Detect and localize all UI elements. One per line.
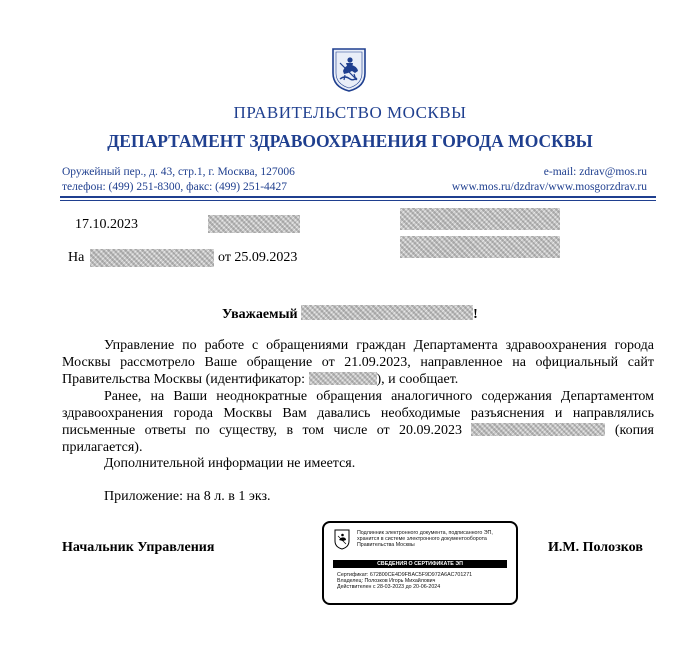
stamp-notice bbox=[357, 530, 515, 549]
stamp-certificate-serial: Сертификат: 672800CE4D9FBAC5F9D972A6AC701271 bbox=[337, 572, 473, 578]
signatory-position: Начальник Управления bbox=[62, 540, 215, 555]
paragraph-1-end: ), и сообщает. bbox=[376, 372, 459, 387]
redacted-identifier bbox=[309, 372, 377, 385]
redacted-previous-response-number bbox=[471, 423, 605, 436]
attachment-note: Приложение: на 8 л. в 1 экз. bbox=[104, 489, 271, 504]
paragraph-2-end: (копия прилагается). bbox=[62, 423, 654, 455]
contact-left bbox=[62, 165, 295, 195]
redacted-addressee-name bbox=[301, 305, 473, 320]
electronic-signature-stamp bbox=[322, 521, 518, 605]
greeting-suffix: ! bbox=[473, 307, 478, 322]
paragraph-2-text: Ранее, на Ваши неоднократные обращения аналогичного содержания Департаментом здравоохранения города Москвы Вам давались необходимые разъяснения и направлялись письменные ответы по существу, в том числе от 20.09.2023 bbox=[62, 389, 654, 438]
contact-right bbox=[452, 165, 647, 195]
redacted-recipient-line-2 bbox=[400, 236, 560, 258]
address: Оружейный пер., д. 43, стр.1, г. Москва, 127006 bbox=[62, 166, 295, 178]
paragraph-2 bbox=[62, 388, 654, 456]
stamp-certificate-details bbox=[337, 572, 509, 591]
department-title: ДЕПАРТАМЕНТ ЗДРАВООХРАНЕНИЯ ГОРОДА МОСКВЫ bbox=[107, 131, 593, 151]
email: e-mail: zdrav@mos.ru bbox=[543, 166, 647, 178]
reference-date: от 25.09.2023 bbox=[218, 250, 298, 265]
stamp-coat-of-arms-icon bbox=[334, 529, 350, 550]
moscow-coat-of-arms-icon bbox=[331, 47, 367, 93]
paragraph-3: Дополнительной информации не имеется. bbox=[104, 456, 356, 471]
header-rule-thick bbox=[60, 196, 656, 198]
greeting-prefix: Уважаемый bbox=[222, 307, 298, 322]
paragraph-1 bbox=[62, 337, 654, 388]
letter-date: 17.10.2023 bbox=[75, 217, 138, 232]
stamp-certificate-owner: Владелец: Полозков Игорь Михайлович bbox=[337, 578, 436, 585]
stamp-certificate-header: СВЕДЕНИЯ О СЕРТИФИКАТЕ ЭП bbox=[333, 560, 507, 568]
reference-prefix: На bbox=[68, 250, 85, 265]
stamp-certificate-validity: Действителен с 28-03-2023 до 20-06-2024 bbox=[337, 584, 441, 591]
redacted-recipient-line-1 bbox=[400, 208, 560, 230]
stamp-notice-line-2: хранится в системе электронного документооборота bbox=[357, 536, 487, 543]
redacted-incoming-number bbox=[90, 249, 214, 267]
greeting bbox=[222, 305, 478, 323]
phone: телефон: (499) 251-8300, факс: (499) 251-4427 bbox=[62, 181, 288, 193]
stamp-notice-line-1: Подлинник электронного документа, подписанного ЭП, bbox=[357, 530, 493, 536]
stamp-notice-line-3: Правительства Москвы bbox=[357, 542, 415, 549]
websites: www.mos.ru/dzdrav/www.mosgorzdrav.ru bbox=[451, 181, 647, 193]
paragraph-1-text: Управление по работе с обращениями граждан Департамента здравоохранения города Москвы рассмотрело Ваше обращение от 21.09.2023, направленное на официальный сайт Правительства Москвы (идентификатор: bbox=[62, 338, 654, 387]
government-title: ПРАВИТЕЛЬСТВО МОСКВЫ bbox=[233, 103, 467, 122]
header-rule-thin bbox=[60, 200, 656, 201]
signatory-name: И.М. Полозков bbox=[548, 540, 643, 555]
redacted-outgoing-number bbox=[208, 215, 300, 233]
